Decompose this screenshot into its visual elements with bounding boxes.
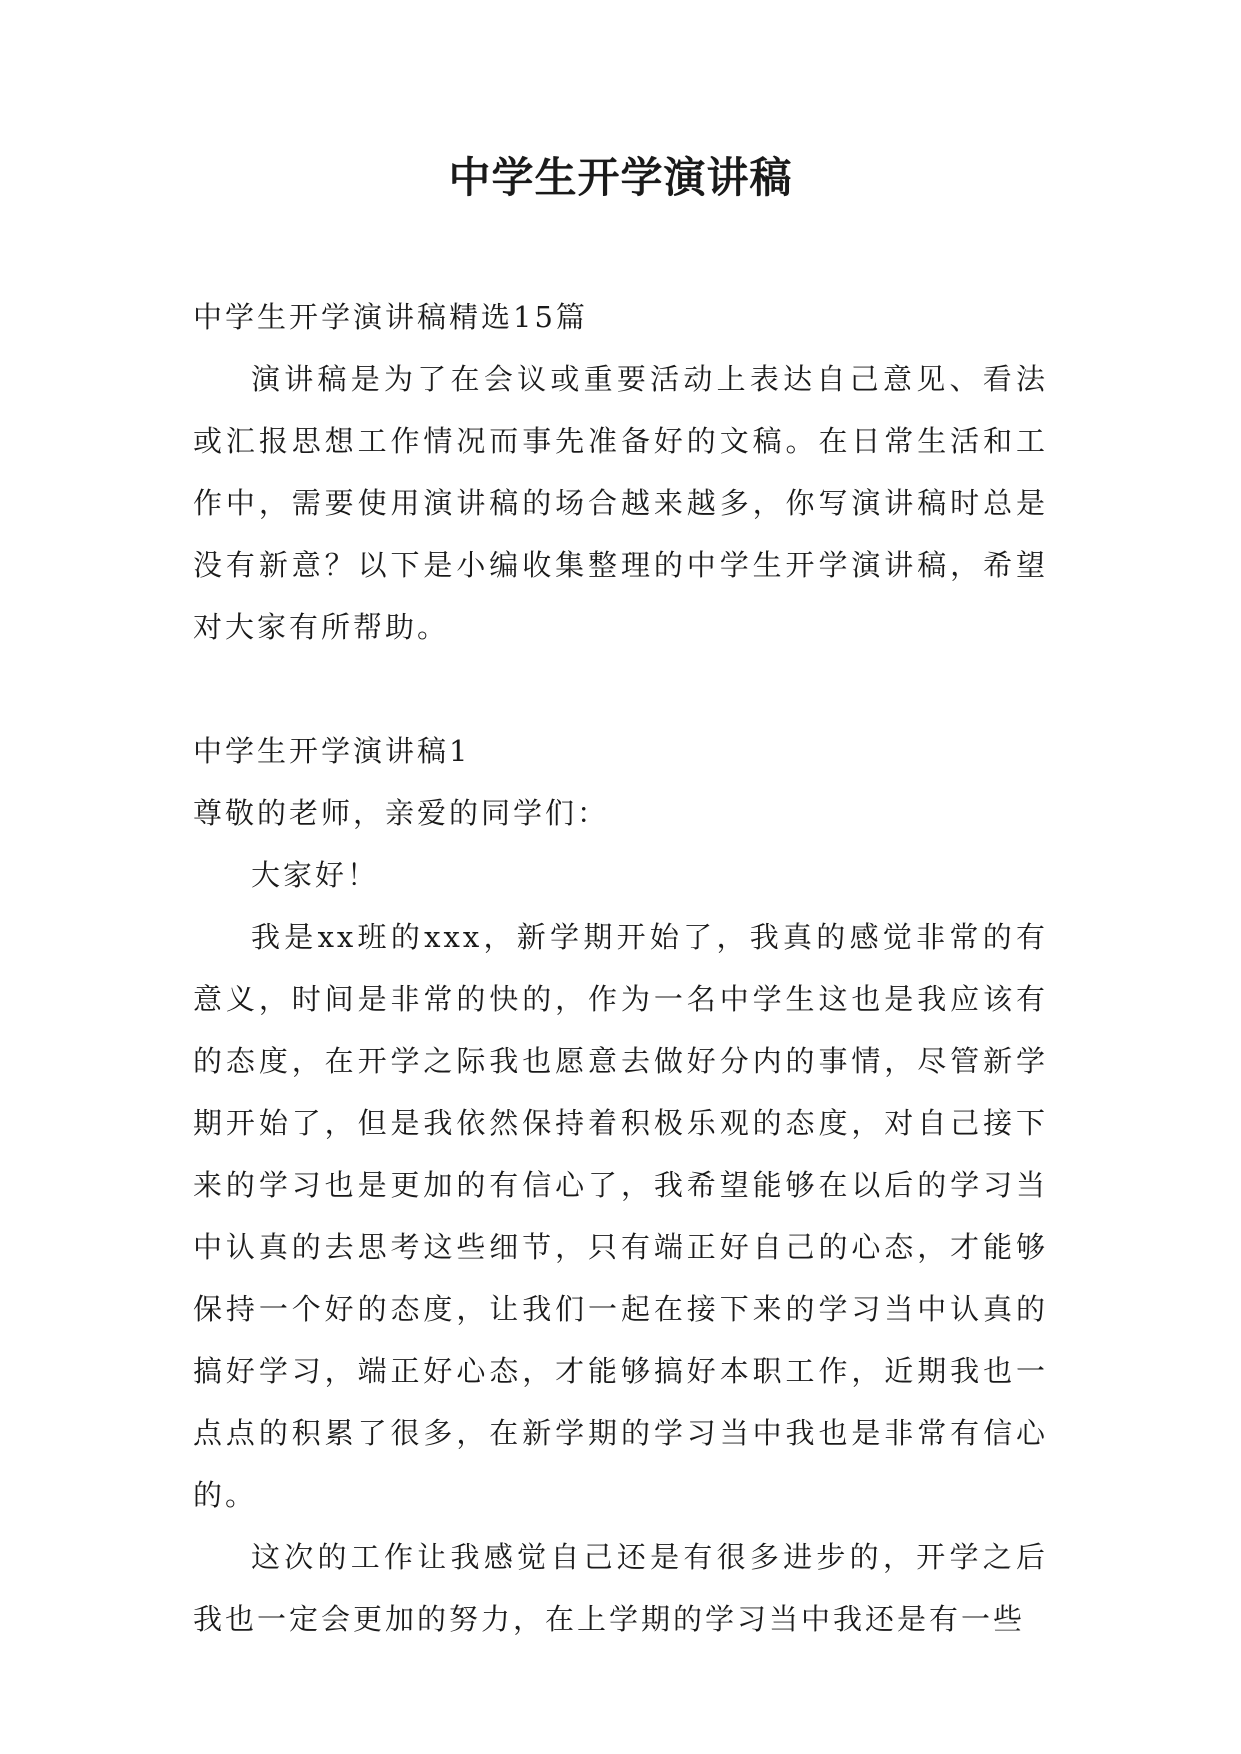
section-spacer — [193, 658, 1048, 720]
salutation: 尊敬的老师，亲爱的同学们： — [193, 796, 610, 830]
body-paragraph-2: 这次的工作让我感觉自己还是有很多进步的，开学之后我也一定会更加的努力，在上学期的学习当中我还是有一些 — [193, 1540, 1048, 1636]
intro-paragraph: 演讲稿是为了在会议或重要活动上表达自己意见、看法或汇报思想工作情况而事先准备好的文稿。在日常生活和工作中，需要使用演讲稿的场合越来越多，你写演讲稿时总是没有新意？以下是小编收集整理的中学生开学演讲稿，希望对大家有所帮助。 — [193, 362, 1048, 644]
document-body — [193, 286, 1048, 1650]
body-paragraph-1: 我是xx班的xxx，新学期开始了，我真的感觉非常的有意义，时间是非常的快的，作为一名中学生这也是我应该有的态度，在开学之际我也愿意去做好分内的事情，尽管新学期开始了，但是我依然保持着积极乐观的态度，对自己接下来的学习也是更加的有信心了，我希望能够在以后的学习当中认真的去思考这些细节，只有端正好自己的心态，才能够保持一个好的态度，让我们一起在接下来的学习当中认真的搞好学习，端正好心态，才能够搞好本职工作，近期我也一点点的积累了很多，在新学期的学习当中我也是非常有信心的。 — [193, 920, 1048, 1512]
section-heading: 中学生开学演讲稿1 — [193, 734, 471, 768]
greeting: 大家好！ — [251, 858, 380, 892]
document-subtitle: 中学生开学演讲稿精选15篇 — [193, 300, 588, 334]
document-title: 中学生开学演讲稿 — [448, 153, 793, 202]
